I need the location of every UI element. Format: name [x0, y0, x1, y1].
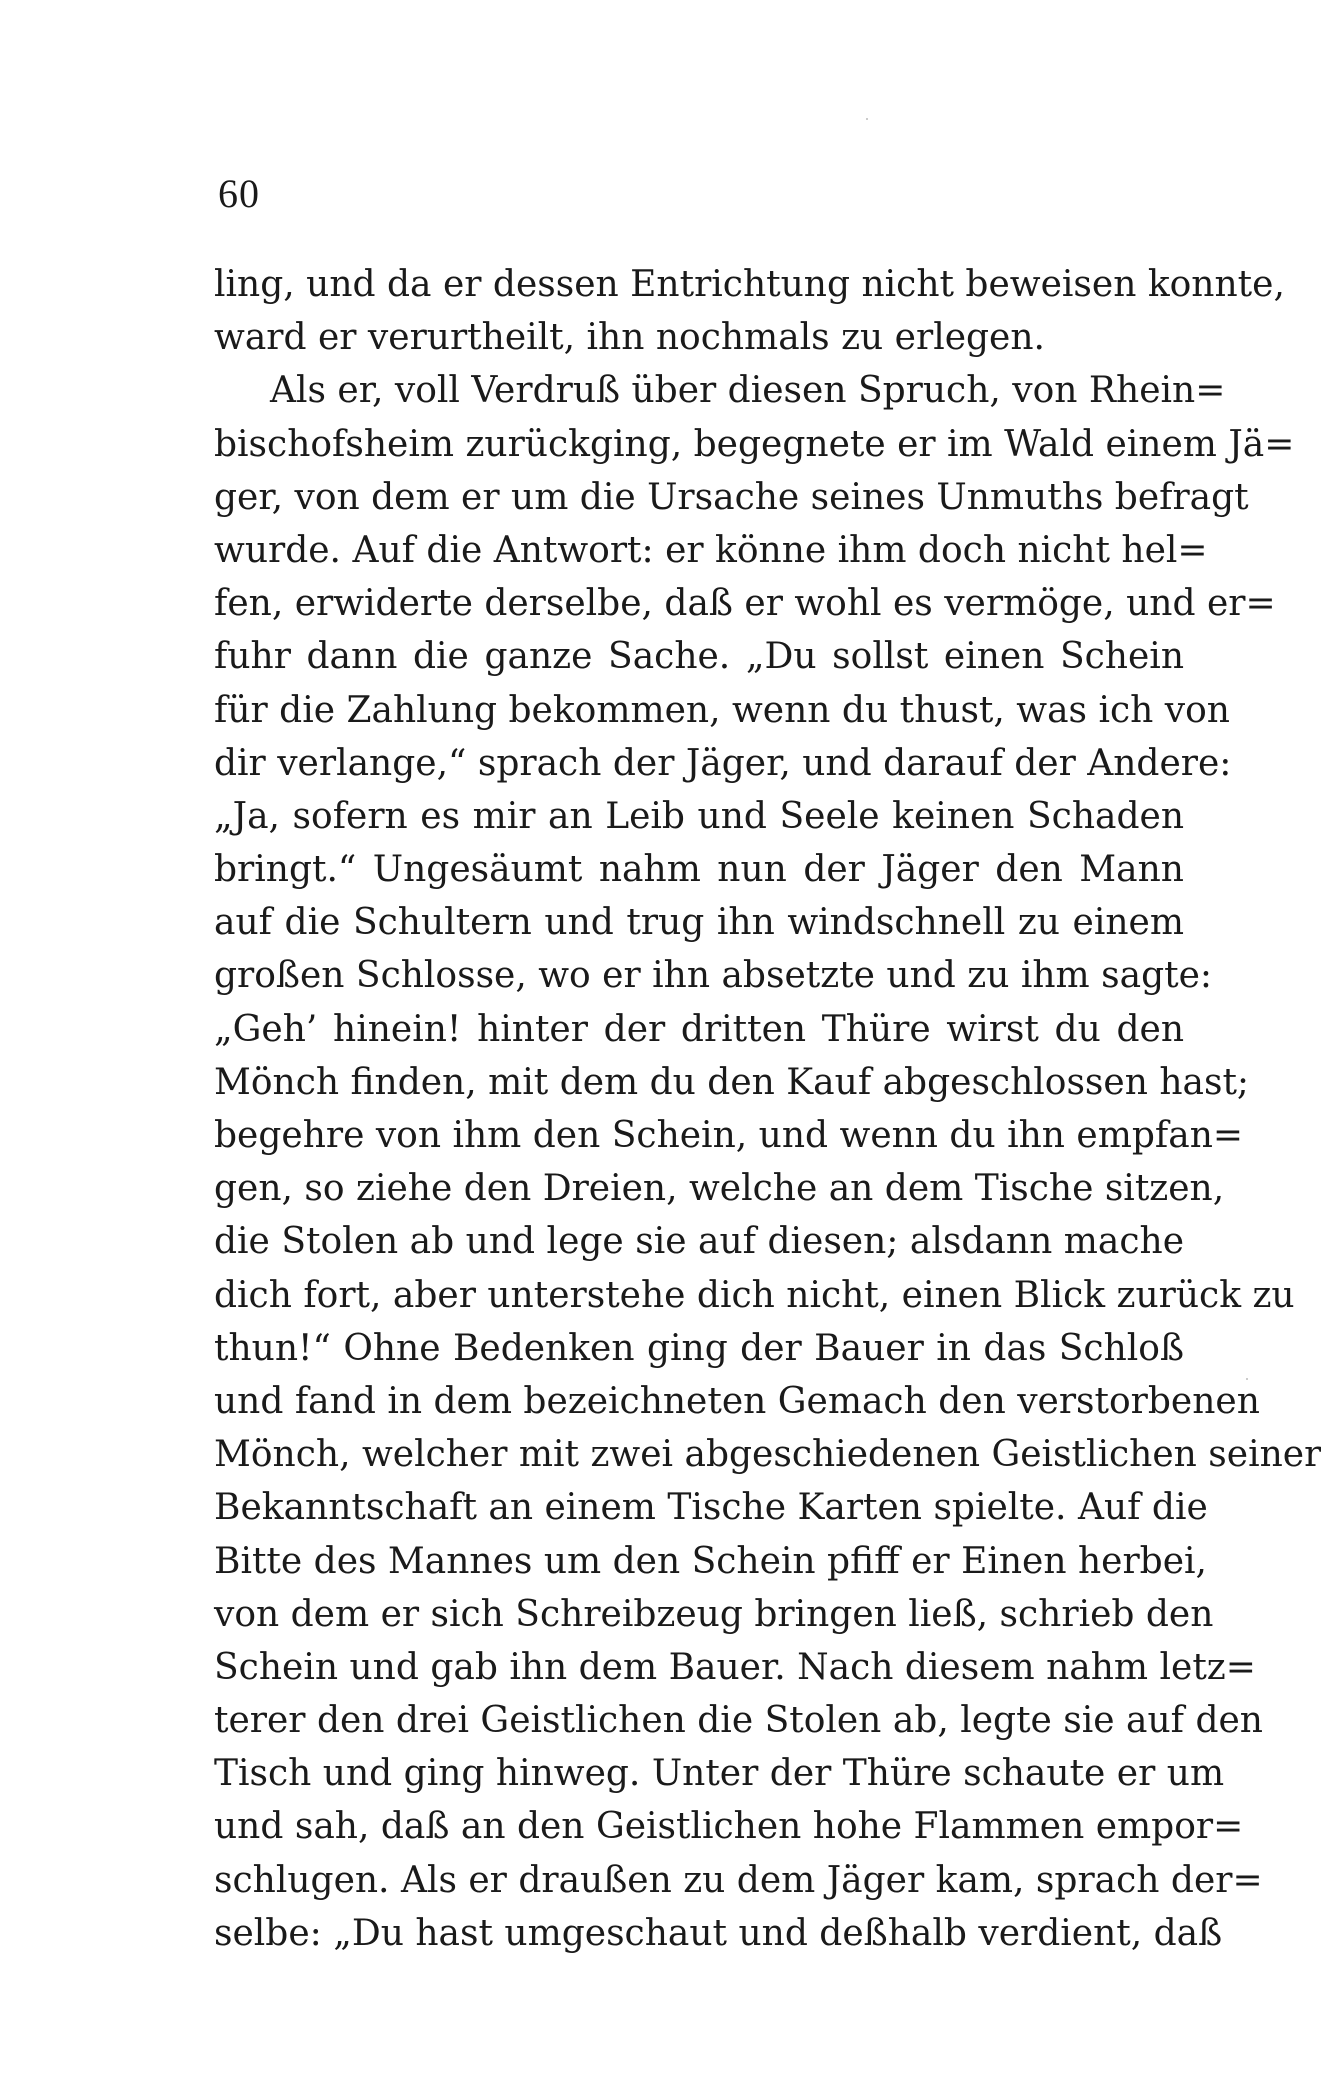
- text-line: dir verlange,“ sprach der Jäger, und darauf der Andere:: [214, 742, 1232, 784]
- text-line: thun!“ Ohne Bedenken ging der Bauer in das Schloß: [214, 1327, 1184, 1369]
- text-line: Schein und gab ihn dem Bauer. Nach diesem nahm letz=: [214, 1646, 1256, 1688]
- text-line: großen Schlosse, wo er ihn absetzte und zu ihm sagte:: [214, 955, 1213, 997]
- text-line: bringt.“ Ungesäumt nahm nun der Jäger den Mann: [214, 849, 1184, 891]
- text-line: und sah, daß an den Geistlichen hohe Flammen empor=: [214, 1806, 1244, 1848]
- text-line: ger, von dem er um die Ursache seines Unmuths befragt: [214, 476, 1249, 518]
- text-line: Als er, voll Verdruß über diesen Spruch, von Rhein=: [270, 370, 1226, 412]
- text-line: Mönch, welcher mit zwei abgeschiedenen Geistlichen seiner: [214, 1434, 1321, 1476]
- text-line: fuhr dann die ganze Sache. „Du sollst einen Schein: [214, 636, 1184, 678]
- scan-speck: [1246, 1378, 1248, 1380]
- text-line: Bekanntschaft an einem Tische Karten spielte. Auf die: [214, 1487, 1208, 1529]
- body-text: [214, 258, 1321, 1960]
- text-line: und fand in dem bezeichneten Gemach den verstorbenen: [214, 1380, 1260, 1422]
- text-line: auf die Schultern und trug ihn windschnell zu einem: [214, 902, 1184, 944]
- text-line: die Stolen ab und lege sie auf diesen; alsdann mache: [214, 1221, 1184, 1263]
- text-line: dich fort, aber unterstehe dich nicht, einen Blick zurück zu: [214, 1274, 1295, 1316]
- text-line: wurde. Auf die Antwort: er könne ihm doch nicht hel=: [214, 529, 1208, 571]
- text-line: „Geh’ hinein! hinter der dritten Thüre wirst du den: [214, 1008, 1184, 1050]
- page-number: 60: [218, 171, 260, 216]
- text-line: von dem er sich Schreibzeug bringen ließ, schrieb den: [214, 1593, 1214, 1635]
- text-line: schlugen. Als er draußen zu dem Jäger kam, sprach der=: [214, 1859, 1263, 1901]
- text-line: „Ja, sofern es mir an Leib und Seele keinen Schaden: [214, 795, 1184, 837]
- text-line: für die Zahlung bekommen, wenn du thust, was ich von: [214, 689, 1230, 731]
- scan-speck: [866, 118, 868, 120]
- text-line: Tisch und ging hinweg. Unter der Thüre schaute er um: [214, 1753, 1225, 1795]
- text-line: bischofsheim zurückging, begegnete er im Wald einem Jä=: [214, 423, 1295, 465]
- text-line: ward er verurtheilt, ihn nochmals zu erlegen.: [214, 317, 1045, 359]
- text-line: Bitte des Mannes um den Schein pfiff er Einen herbei,: [214, 1540, 1207, 1582]
- text-line: fen, erwiderte derselbe, daß er wohl es vermöge, und er=: [214, 583, 1276, 625]
- text-line: ling, und da er dessen Entrichtung nicht beweisen konnte,: [214, 264, 1285, 305]
- text-line: terer den drei Geistlichen die Stolen ab, legte sie auf den: [214, 1700, 1263, 1742]
- text-line: gen, so ziehe den Dreien, welche an dem Tische sitzen,: [214, 1168, 1225, 1210]
- text-line: selbe: „Du hast umgeschaut und deßhalb verdient, daß: [214, 1912, 1223, 1954]
- text-line: Mönch finden, mit dem du den Kauf abgeschlossen hast;: [214, 1061, 1250, 1103]
- text-line: begehre von ihm den Schein, und wenn du ihn empfan=: [214, 1115, 1244, 1156]
